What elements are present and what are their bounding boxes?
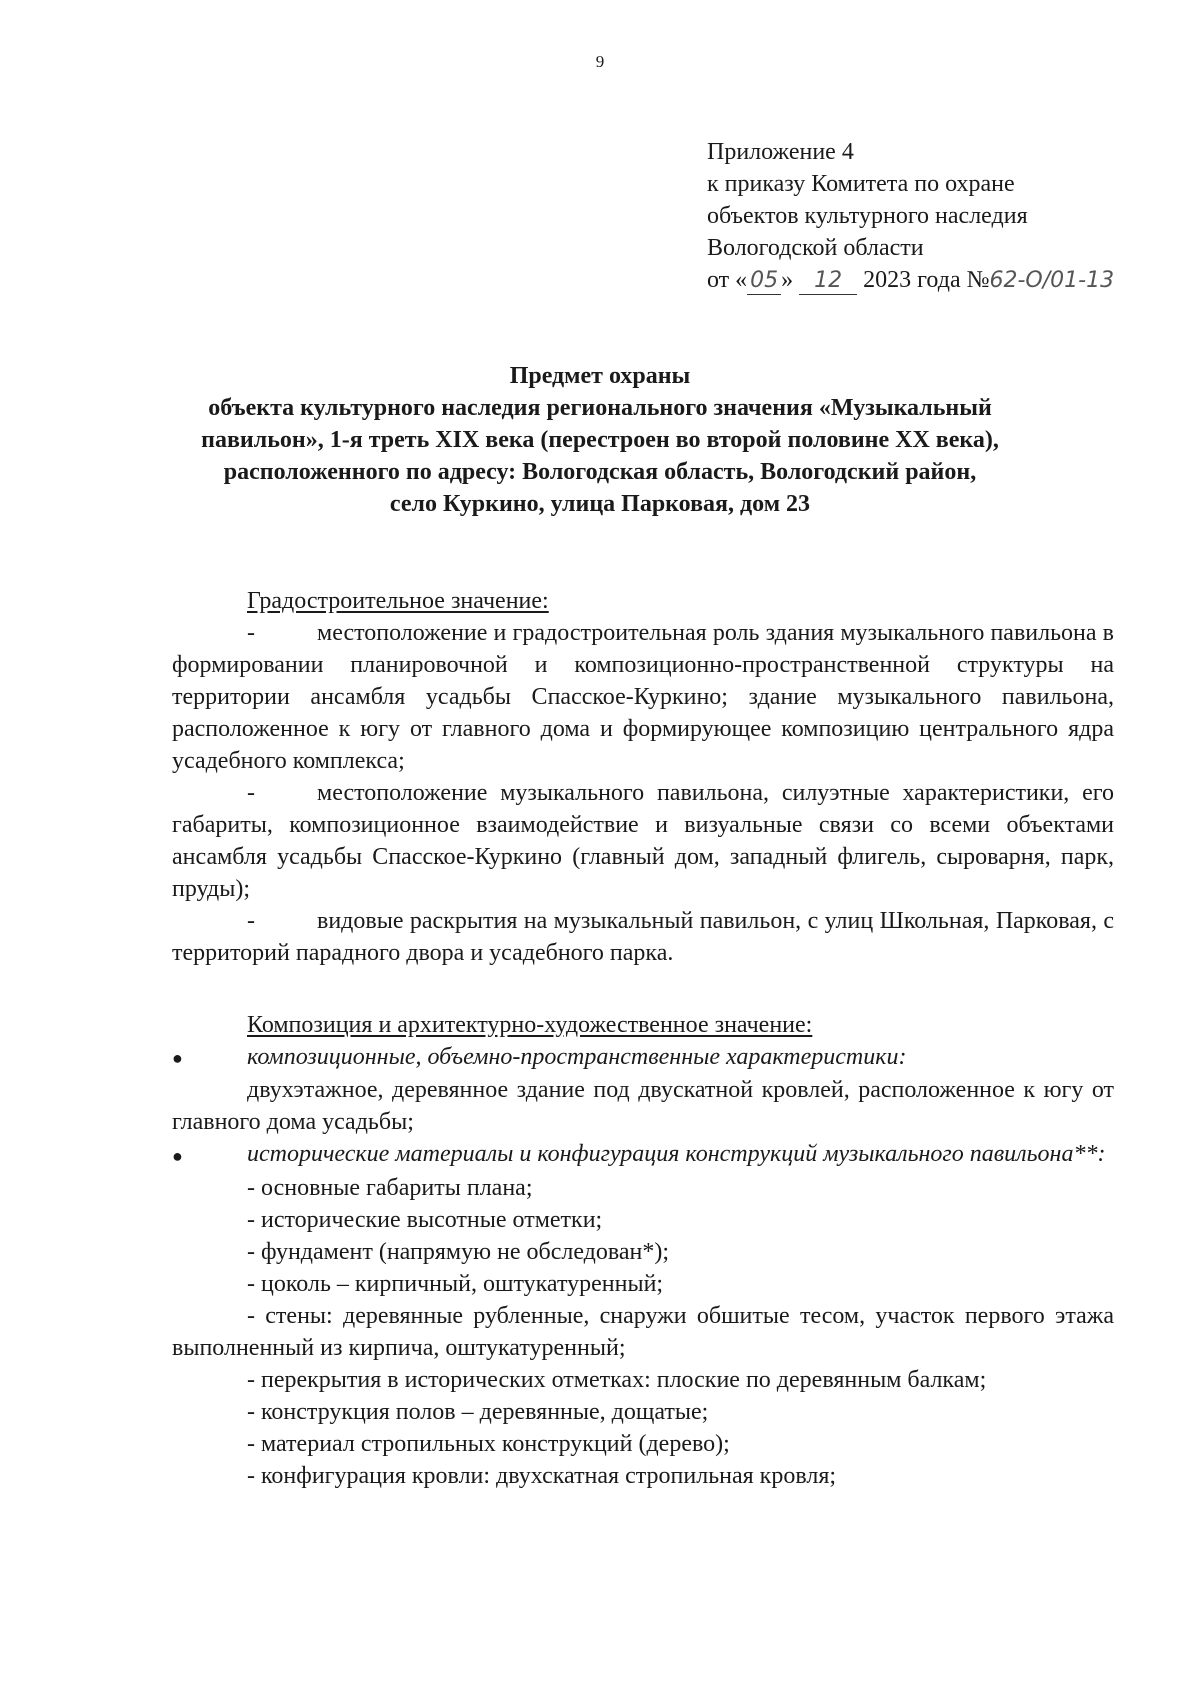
materials-item-2: - исторические высотные отметки; [247,1206,603,1233]
bullet-icon: ● [172,1145,183,1166]
appendix-line-1: Приложение 4 [707,139,854,165]
urban-item-2-text: местоположение музыкального павильона, силуэтные характеристики, его габариты, композиционное взаимодействие и визуальные связи со всеми объектами ансамбля усадьбы Спасское-Куркино (главный дом, западный флигель, сыроварня, парк, пруды); [172,780,1114,902]
composition-bullet-1 [172,1041,1114,1074]
date-mid: » [781,267,794,293]
title-line-3: павильон», 1-я треть XIX века (перестроен во второй половине XX века), [201,427,999,453]
page-number: 9 [595,52,605,71]
appendix-block [707,136,1114,297]
appendix-line-2: к приказу Комитета по охране [707,171,1015,197]
date-day: 05 [747,268,781,295]
urban-item-2 [172,777,1114,905]
document-title [150,360,1050,520]
bullet-2-title: исторические материалы и конфигурация конструкций музыкального павильона**: [247,1141,1106,1168]
dash-marker: - [247,908,255,934]
urban-item-3 [172,905,1114,969]
materials-item-4: - цоколь – кирпичный, оштукатуренный; [247,1270,664,1297]
section-gap [172,969,1114,1009]
materials-item-8: - конфигурация кровли: двухскатная стропильная кровля; [247,1462,837,1489]
bullet-icon: ● [172,1048,183,1069]
urban-item-1 [172,617,1114,777]
composition-bullet-2 [172,1138,1114,1171]
bullet-1-text: двухэтажное, деревянное здание под двускатной кровлей, расположенное к югу от главного дома усадьбы; [172,1077,1114,1136]
title-line-5: село Куркино, улица Парковая, дом 23 [389,491,811,517]
urban-item-1-text: местоположение и градостроительная роль здания музыкального павильона в формировании планировочной и композиционно-пространственной структуры на территории ансамбля усадьбы Спасское-Куркино; здание музыкального павильона, расположенное к югу от главного дома и формирующее композицию центрального ядра усадебного комплекса; [172,620,1114,774]
urban-heading: Градостроительное значение: [247,588,549,614]
materials-walls: - стены: деревянные рубленные, снаружи обшитые тесом, участок первого этажа выполненный из кирпича, оштукатуренный; [172,1302,1114,1361]
materials-item-6: - конструкция полов – деревянные, дощатые; [247,1398,709,1425]
appendix-line-3: объектов культурного наследия [707,203,1028,229]
dash-marker: - [247,620,255,646]
materials-item-1: - основные габариты плана; [247,1174,533,1201]
urban-item-3-text: видовые раскрытия на музыкальный павильон, с улиц Школьная, Парковая, с территорий парадного двора и усадебного парка. [172,908,1114,966]
title-line-4: расположенного по адресу: Вологодская область, Вологодский район, [223,459,977,485]
document-body [172,585,1114,1492]
bullet-1-title: композиционные, объемно-пространственные характеристики: [247,1044,907,1070]
materials-item-3: - фундамент (напрямую не обследован*); [247,1238,670,1265]
date-prefix: от « [707,267,748,293]
appendix-line-4: Вологодской области [707,235,924,261]
title-line-1: Предмет охраны [509,363,691,389]
materials-item-7: - материал стропильных конструкций (дерево); [247,1430,730,1457]
date-year: 2023 года № [863,267,990,293]
title-line-2: объекта культурного наследия регионального значения «Музыкальный [208,395,992,421]
appendix-date-line [707,264,1114,297]
order-number: 62-О/01-13 [989,268,1115,293]
date-month: 12 [799,268,857,295]
materials-item-5: - перекрытия в исторических отметках: плоские по деревянным балкам; [247,1366,987,1393]
dash-marker: - [247,780,255,806]
composition-heading: Композиция и архитектурно-художественное значение: [247,1012,813,1038]
